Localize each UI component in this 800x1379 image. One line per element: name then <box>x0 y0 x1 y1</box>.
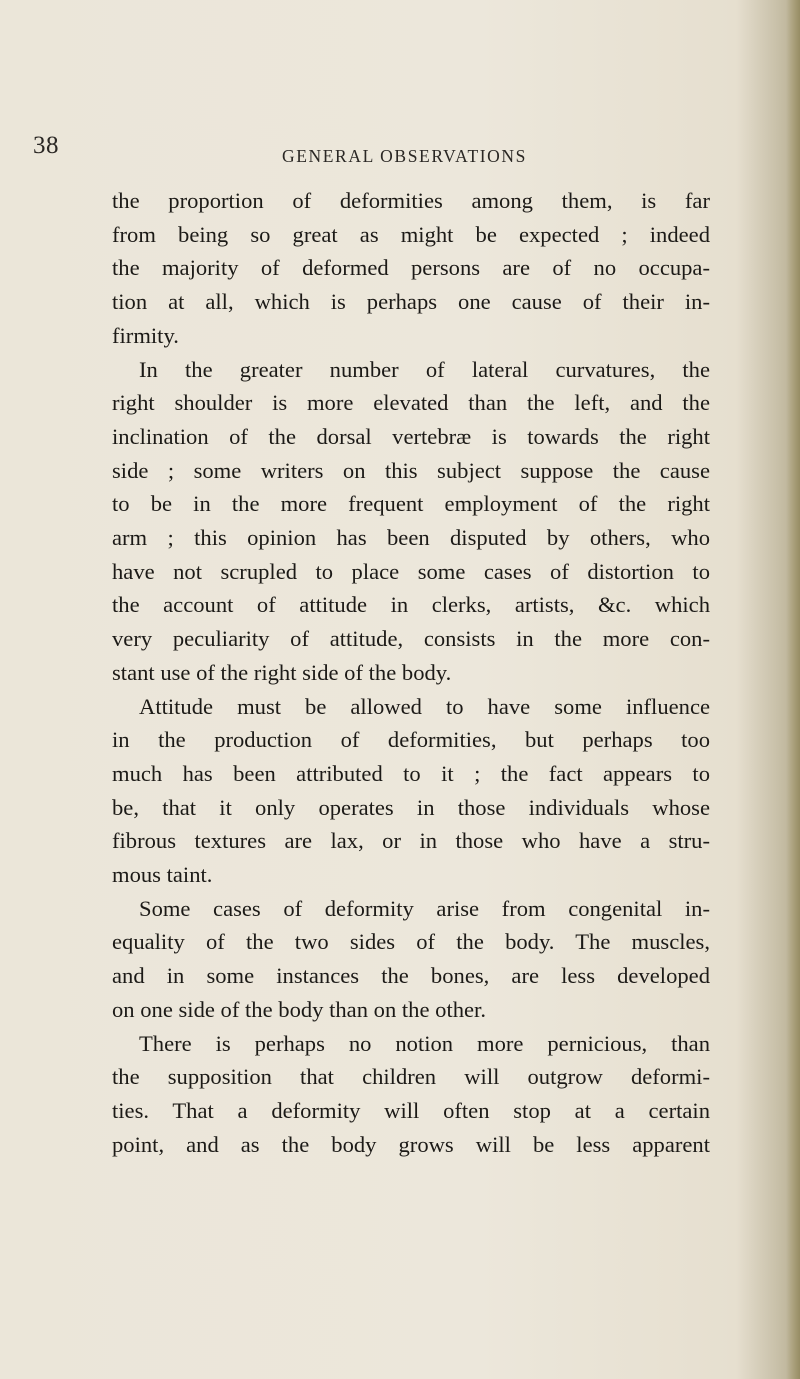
text-line: right shoulder is more elevated than the left, and the <box>112 390 710 416</box>
text-line: side ; some writers on this subject suppose the cause <box>112 457 710 483</box>
text-line: Some cases of deformity arise from congenital in- <box>139 895 710 921</box>
text-line: Attitude must be allowed to have some influence <box>139 693 710 719</box>
text-line: firmity. <box>112 322 179 348</box>
text-line: stant use of the right side of the body. <box>112 659 452 685</box>
text-line: tion at all, which is perhaps one cause of their in- <box>112 289 710 315</box>
text-line: have not scrupled to place some cases of distortion to <box>112 558 710 584</box>
text-line: in the production of deformities, but perhaps too <box>112 727 710 753</box>
text-line: and in some instances the bones, are less developed <box>112 963 710 989</box>
text-line: the majority of deformed persons are of no occupa- <box>112 255 710 281</box>
text-line: on one side of the body than on the other. <box>112 996 486 1022</box>
running-head: GENERAL OBSERVATIONS <box>282 146 527 166</box>
text-line: In the greater number of lateral curvatures, the <box>139 356 710 382</box>
text-line: fibrous textures are lax, or in those who have a stru- <box>112 828 710 854</box>
text-line: arm ; this opinion has been disputed by others, who <box>112 525 710 550</box>
text-line: inclination of the dorsal vertebræ is towards the right <box>112 423 710 449</box>
page-edge-shadow <box>786 0 800 1379</box>
text-line: from being so great as might be expected ; indeed <box>112 221 710 247</box>
page-number: 38 <box>33 132 59 159</box>
text-line: to be in the more frequent employment of the right <box>112 491 710 517</box>
text-line: the proportion of deformities among them, is far <box>112 188 710 213</box>
text-line: the account of attitude in clerks, artists, &c. which <box>112 592 710 618</box>
text-line: very peculiarity of attitude, consists in the more con- <box>112 626 710 652</box>
text-line: the supposition that children will outgrow deformi- <box>112 1064 710 1090</box>
text-line: much has been attributed to it ; the fact appears to <box>112 760 710 786</box>
text-line: mous taint. <box>112 862 213 887</box>
text-line: ties. That a deformity will often stop at a certain <box>112 1097 710 1123</box>
text-line: point, and as the body grows will be less apparent <box>112 1131 710 1157</box>
text-line: equality of the two sides of the body. The muscles, <box>112 929 710 955</box>
text-line: There is perhaps no notion more pernicious, than <box>139 1030 710 1056</box>
text-line: be, that it only operates in those individuals whose <box>112 794 710 820</box>
